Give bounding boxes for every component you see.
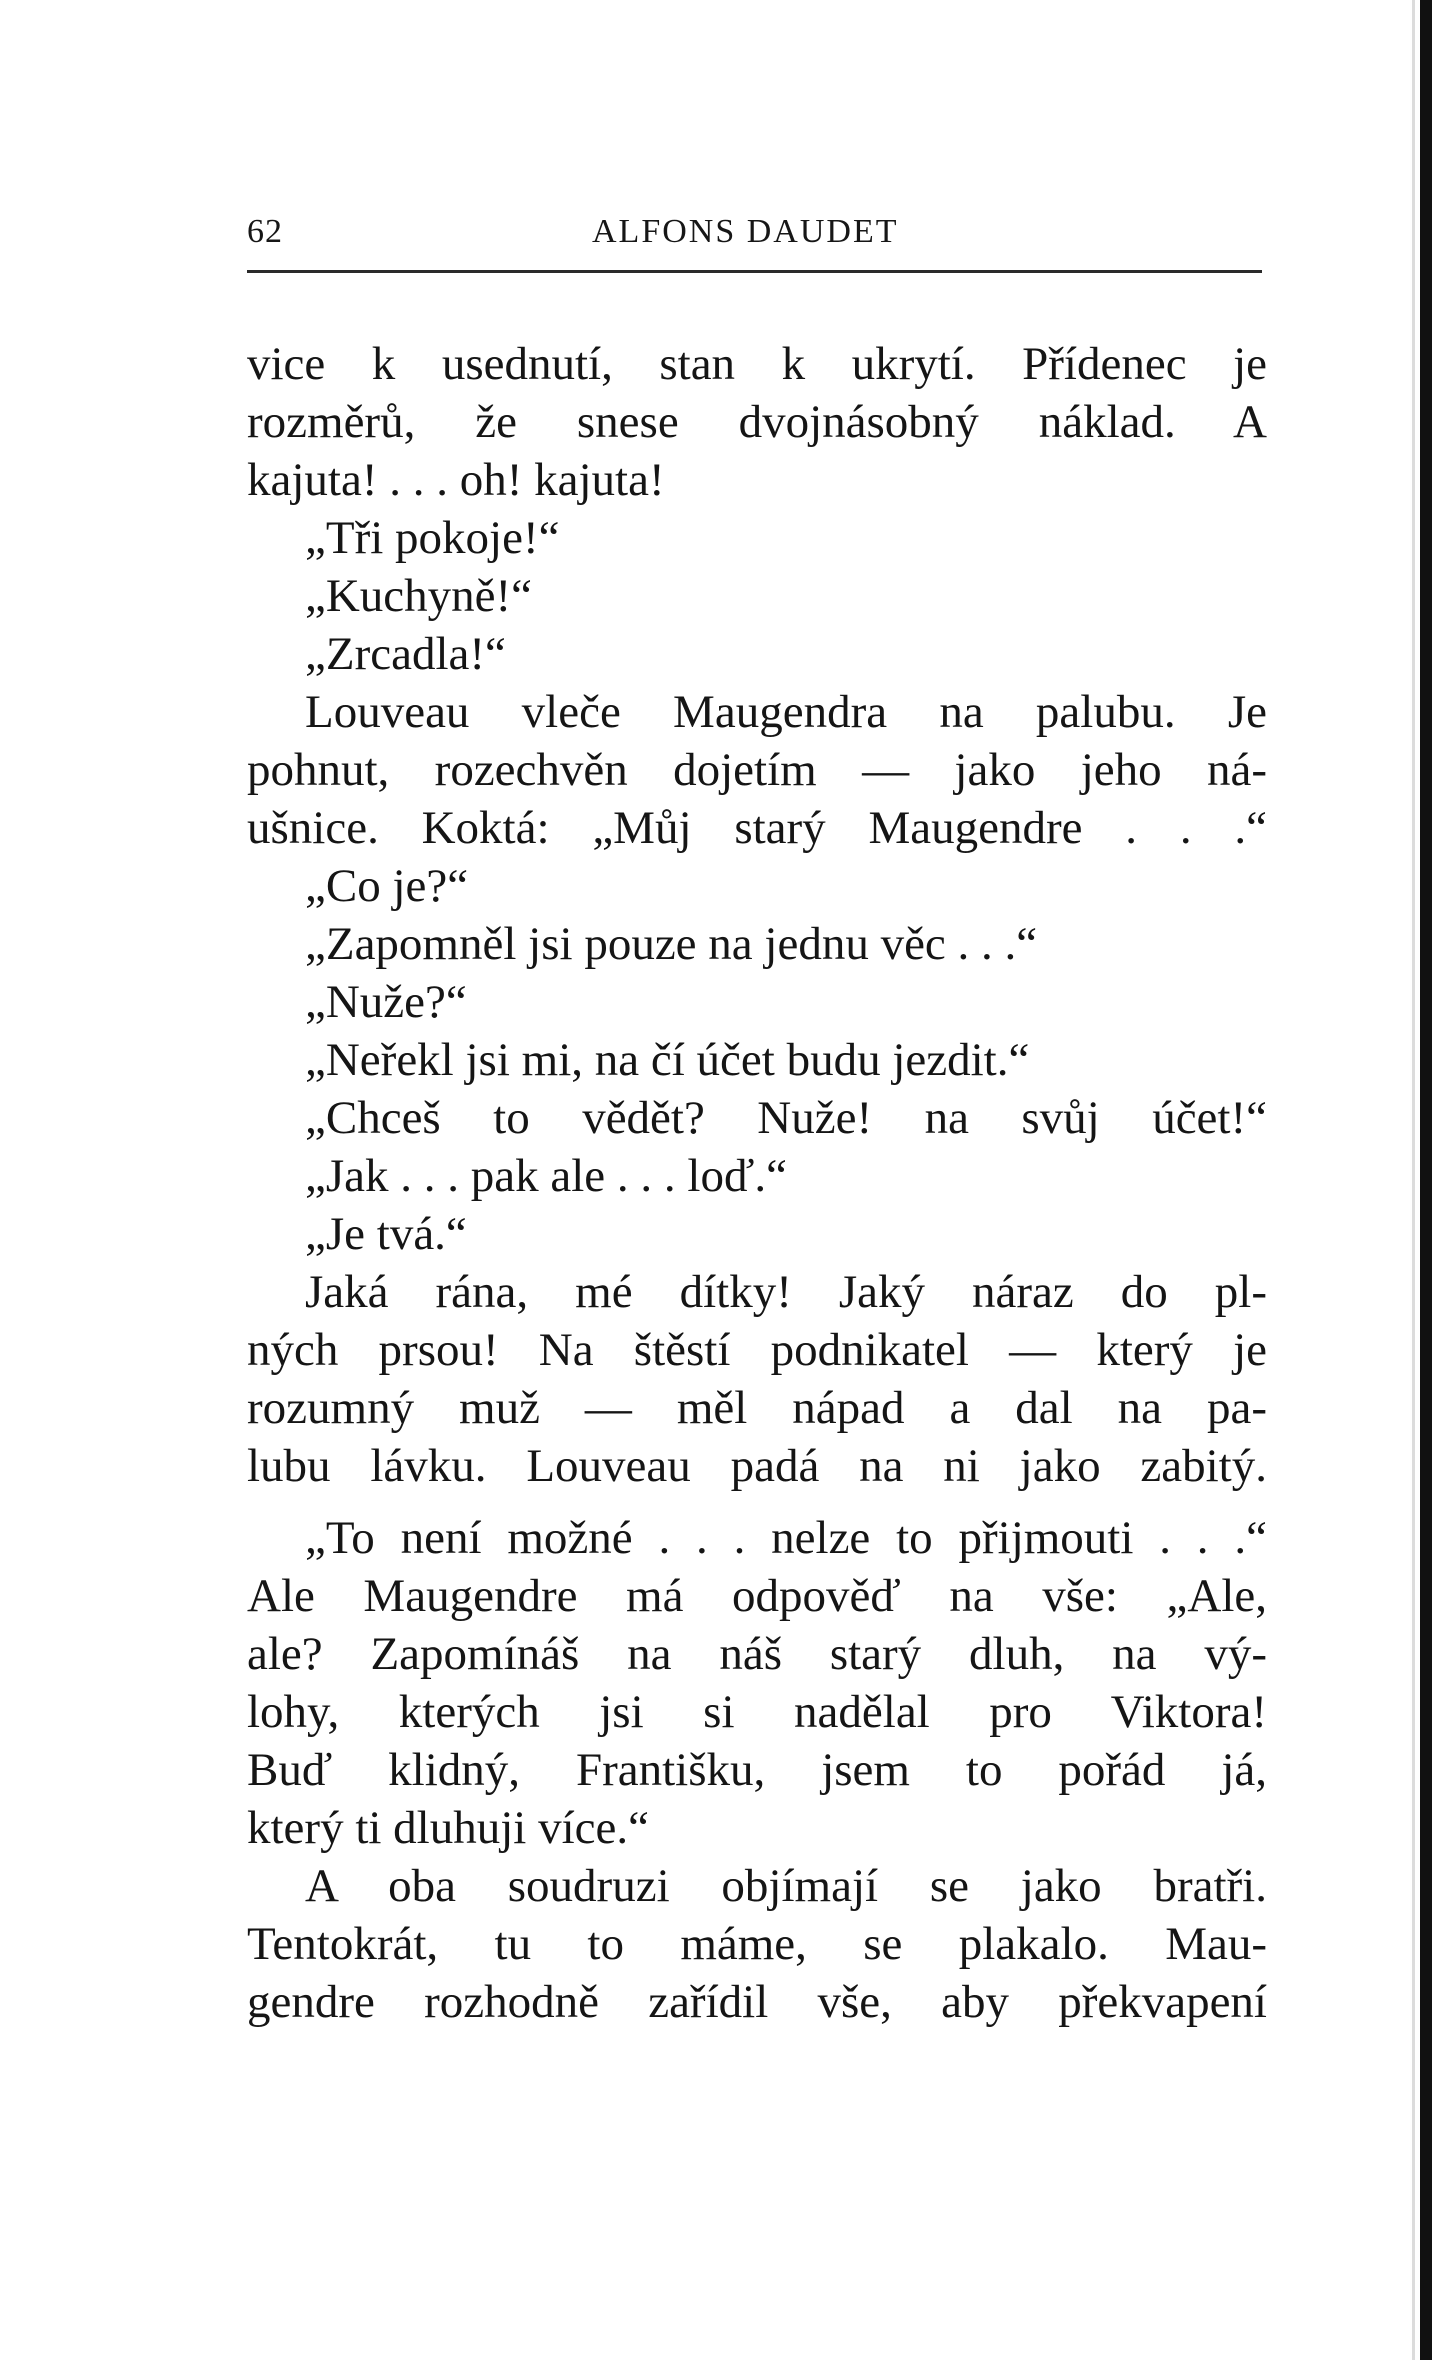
text-line: Jaká rána, mé dítky! Jaký náraz do pl- [305,1266,1267,1318]
header-rule [247,270,1262,273]
text-line: rozumný muž — měl nápad a dal na pa- [247,1382,1267,1434]
text-line: „Je tvá.“ [305,1208,467,1260]
text-line: Ale Maugendre má odpověď na vše: „Ale, [247,1570,1267,1622]
page-edge-shadow [1412,0,1415,2360]
text-line: kajuta! . . . oh! kajuta! [247,454,665,506]
text-line: „Tři pokoje!“ [305,512,560,564]
text-line: „To není možné . . . nelze to přijmouti . . .“ [305,1512,1267,1564]
page-edge-border [1420,0,1432,2360]
text-line: vice k usednutí, stan k ukrytí. Přídenec je [247,338,1267,390]
text-line: „Co je?“ [305,860,469,912]
text-line: který ti dluhuji více.“ [247,1802,650,1854]
running-head: ALFONS DAUDET [592,213,899,250]
text-line: „Zapomněl jsi pouze na jednu věc . . .“ [305,918,1038,970]
text-line: lohy, kterých jsi si nadělal pro Viktora! [247,1686,1267,1738]
text-line: Louveau vleče Maugendra na palubu. Je [305,686,1267,738]
text-line: gendre rozhodně zařídil vše, aby překvapení [247,1976,1267,2028]
text-line: A oba soudruzi objímají se jako bratři. [305,1860,1267,1912]
page-number: 62 [247,213,283,250]
text-line: lubu lávku. Louveau padá na ni jako zabitý. [247,1440,1267,1492]
text-line: „Jak . . . pak ale . . . loď.“ [305,1150,787,1202]
text-line: ných prsou! Na štěstí podnikatel — který je [247,1324,1267,1376]
text-line: Buď klidný, Františku, jsem to pořád já, [247,1744,1267,1796]
text-line: ušnice. Koktá: „Můj starý Maugendre . . .“ [247,802,1267,854]
text-line: „Zrcadla!“ [305,628,506,680]
text-line: pohnut, rozechvěn dojetím — jako jeho ná- [247,744,1267,796]
text-line: „Kuchyně!“ [305,570,533,622]
text-line: „Chceš to vědět? Nuže! na svůj účet!“ [305,1092,1267,1144]
body-text [247,335,1267,2031]
text-line: „Nuže?“ [305,976,467,1028]
page-header [247,213,1262,263]
text-line: rozměrů, že snese dvojnásobný náklad. A [247,396,1267,448]
text-line: Tentokrát, tu to máme, se plakalo. Mau- [247,1918,1267,1970]
text-line: „Neřekl jsi mi, na čí účet budu jezdit.“ [305,1034,1030,1086]
text-line: ale? Zapomínáš na náš starý dluh, na vý- [247,1628,1267,1680]
